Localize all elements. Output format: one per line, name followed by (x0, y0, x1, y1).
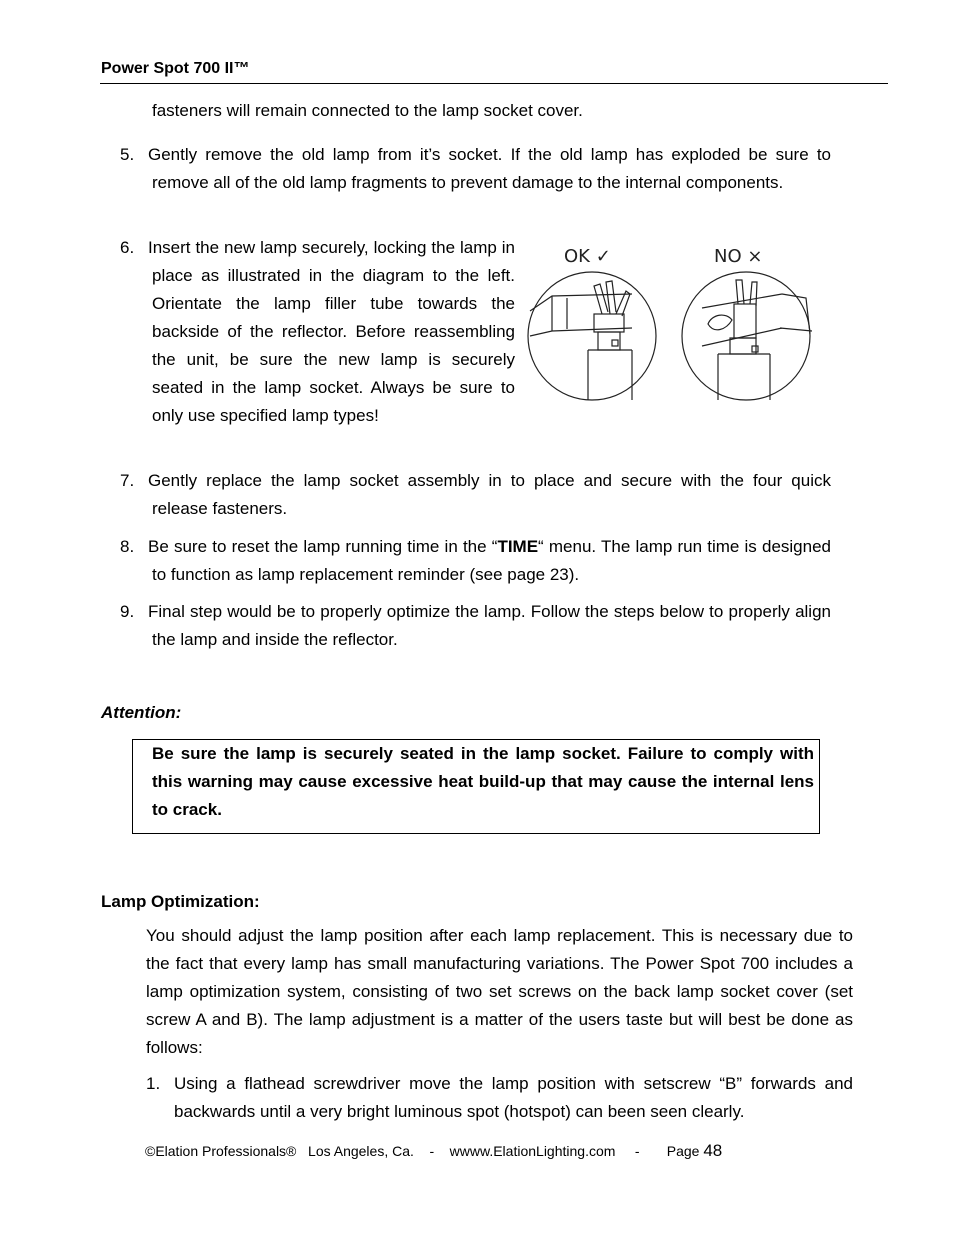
page-header-title: Power Spot 700 II™ (101, 60, 250, 77)
step-item (120, 533, 831, 589)
ok-lamp-diagram (528, 272, 656, 400)
ok-label: OK ✓ (564, 246, 611, 267)
step-number: 8. (120, 537, 135, 556)
step-number: 7. (120, 471, 135, 490)
step-item (120, 598, 831, 654)
continuation-text: fasteners will remain connected to the lamp socket cover. (152, 101, 583, 120)
step-text-before: Be sure to reset the lamp running time in the “ (148, 537, 498, 556)
step-number: 9. (120, 602, 135, 621)
header-rule (100, 83, 888, 84)
no-lamp-diagram (682, 272, 812, 400)
section-heading: Lamp Optimization: (101, 892, 260, 911)
optimization-intro: You should adjust the lamp position after each lamp replacement. This is necessary due to the fact that every lamp has small manufacturing variations. The Power Spot 700 includes a lamp optimization system, consisting of two set screws on the back lamp socket cover (set screw A and B). The lamp adjustment is a matter of the users taste but will best be done as follows: (146, 926, 853, 1057)
menu-name-time: TIME (497, 537, 539, 556)
step-text: Final step would be to properly optimize the lamp. Follow the steps below to properly align the lamp and inside the reflector. (148, 602, 831, 649)
step-text (120, 533, 831, 589)
warning-text: Be sure the lamp is securely seated in the lamp socket. Failure to comply with this warning may cause excessive heat build-up that may cause the internal lens to crack. (152, 744, 814, 819)
lamp-orientation-diagram (522, 236, 822, 412)
step-number: 1. (146, 1074, 161, 1093)
step-text-after: “ menu. The lamp run time is designed to function as lamp replacement reminder (see page 23). (152, 537, 831, 584)
optimization-step (146, 1070, 853, 1126)
attention-heading: Attention: (101, 703, 182, 722)
step-text: Gently replace the lamp socket assembly in to place and secure with the four quick release fasteners. (148, 471, 831, 518)
step-text: Gently remove the old lamp from it’s socket. If the old lamp has exploded be sure to remove all of the old lamp fragments to prevent damage to the internal components. (148, 145, 831, 192)
footer-copyright: ©Elation Professionals® Los Angeles, Ca. - wwww.ElationLighting.com - Page (145, 1143, 704, 1159)
step-number: 5. (120, 145, 135, 164)
page-number: 48 (703, 1141, 723, 1160)
step-text: Insert the new lamp securely, locking the lamp in place as illustrated in the diagram to the left. Orientate the lamp filler tube towards the backside of the reflector. Before reassembling the unit, be sure the new lamp is securely seated in the lamp socket. Always be sure to only use specified lamp types! (148, 238, 515, 425)
step-item (120, 234, 515, 430)
step-item (120, 467, 831, 523)
warning-box (132, 739, 820, 834)
no-label: NO × (714, 246, 763, 267)
page-footer (145, 1141, 722, 1161)
step-text: Using a flathead screwdriver move the lamp position with setscrew “B” forwards and backwards until a very bright luminous spot (hotspot) can been seen clearly. (174, 1074, 853, 1121)
step-item (120, 141, 831, 197)
step-number: 6. (120, 238, 135, 257)
